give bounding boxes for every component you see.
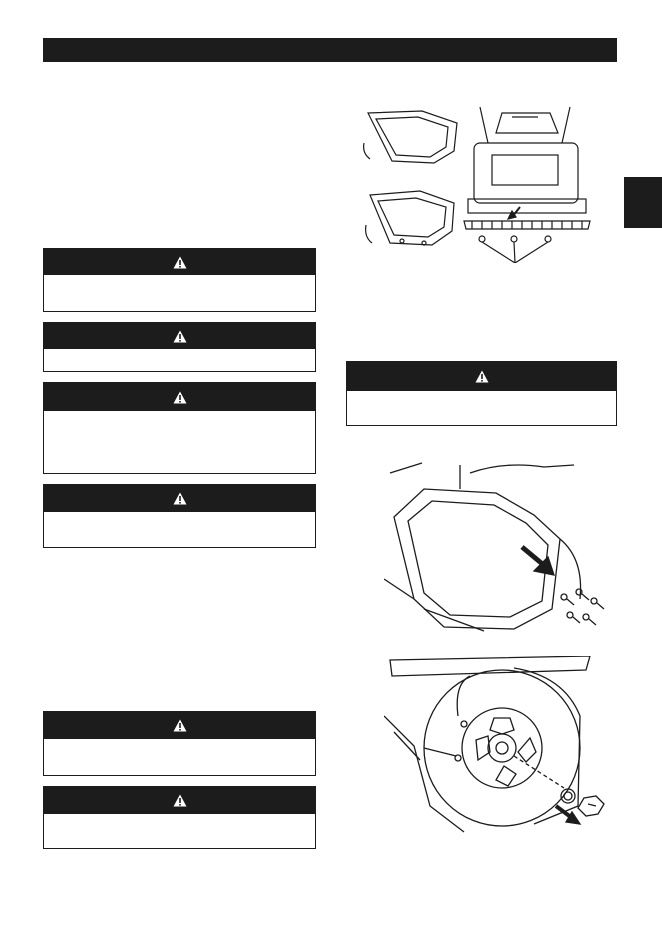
warning-box-1 [43,248,316,312]
warning-header [44,383,315,411]
warning-triangle-icon [173,719,187,732]
warning-box-3 [43,382,316,474]
warning-triangle-icon [173,256,187,269]
pulley-nut-illustration [384,656,614,836]
warning-header [44,787,315,814]
warning-box-5 [43,711,316,776]
warning-header [347,362,616,391]
warning-box-6 [43,786,316,849]
warning-box-2 [43,322,316,372]
snow-thrower-panel-illustration [362,103,592,263]
warning-header [44,712,315,739]
warning-header [44,323,315,349]
section-header-bar [43,38,617,62]
warning-triangle-icon [173,492,187,505]
warning-box-7 [346,361,617,426]
warning-triangle-icon [173,794,187,807]
figure-side-panels-and-front [362,103,592,263]
warning-header [44,249,315,275]
warning-triangle-icon [173,391,187,404]
warning-triangle-icon [475,370,489,383]
language-side-tab [624,177,662,228]
figure-pulley-nut-removal [384,656,614,836]
warning-box-4 [43,484,316,548]
warning-triangle-icon [173,330,187,343]
figure-panel-screws-removal [384,459,614,634]
panel-screws-illustration [384,459,614,634]
warning-header [44,485,315,512]
